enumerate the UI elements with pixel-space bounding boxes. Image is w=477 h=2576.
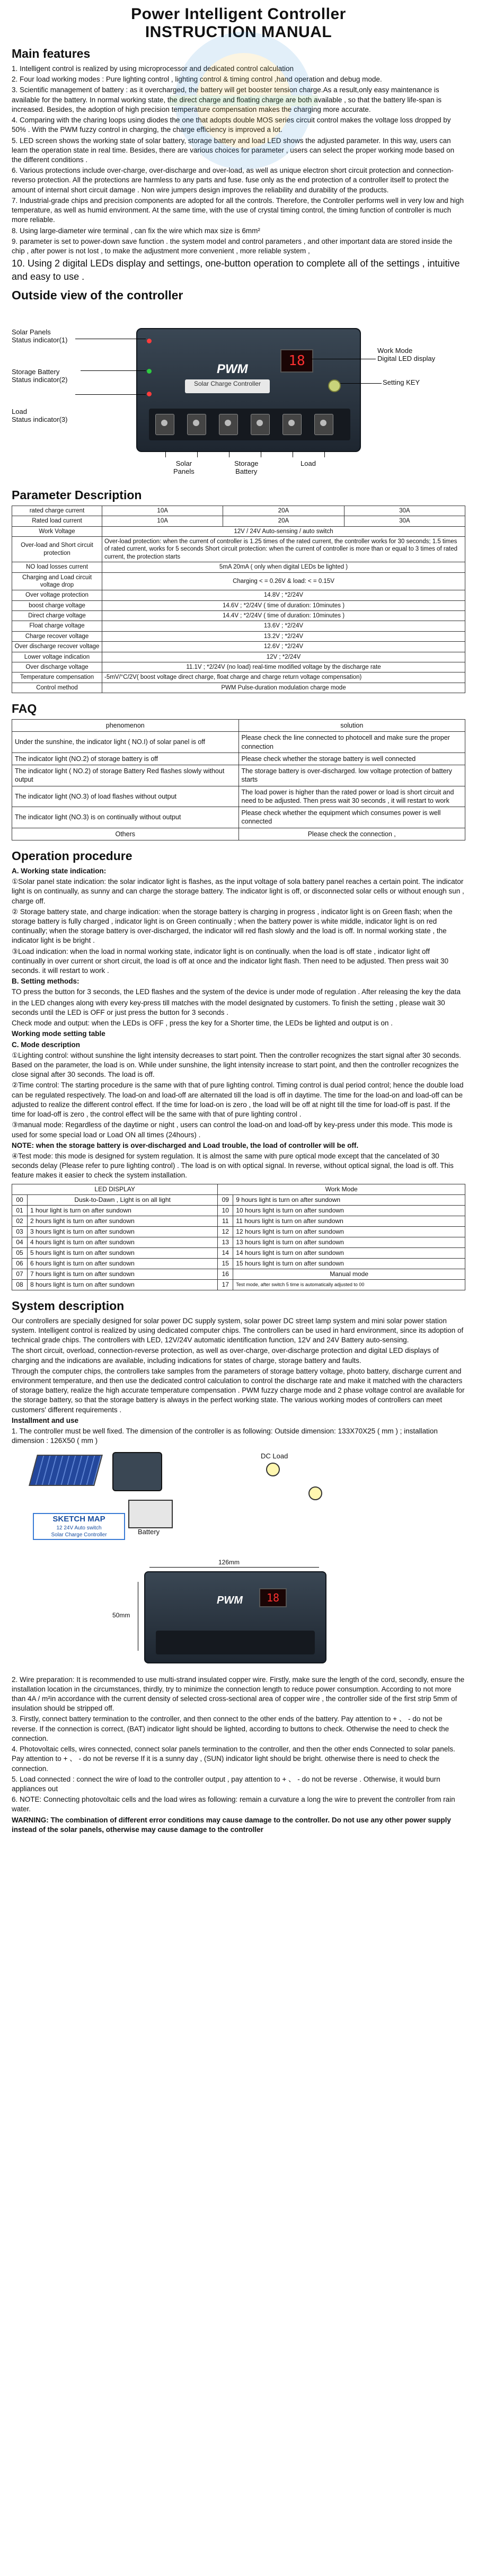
system-section xyxy=(12,1316,465,1446)
led-code: 09 xyxy=(218,1194,233,1205)
system-heading: System description xyxy=(12,1298,125,1313)
parameter-row xyxy=(12,631,465,641)
parameter-value: 30A xyxy=(344,516,465,526)
terminal-load-negative xyxy=(314,414,333,435)
bulb-icon xyxy=(308,1486,322,1500)
device-brand: PWM xyxy=(217,1594,243,1606)
paragraph: TO press the button for 3 seconds, the LED flashes and the system of the device is under mode of regulation . After releasing the key the data xyxy=(12,988,461,996)
parameter-name: Lower voltage indication xyxy=(12,652,102,662)
led-mode-text: 3 hours light is turn on after sundown xyxy=(28,1226,218,1237)
subheading: Working mode setting table xyxy=(12,1030,105,1038)
title-line-2: INSTRUCTION MANUAL xyxy=(145,23,332,41)
led-code: 00 xyxy=(12,1194,28,1205)
paragraph: 1. The controller must be well fixed. The dimension of the controller is as following: Outside dimension: 133X70X25 ( mm ) ; installation dimension : 126X50 ( mm ) xyxy=(12,1427,438,1445)
led-code: 02 xyxy=(12,1216,28,1226)
paragraph: in the LED changes along with every key-press till matches with the model designated by customers. To finish the setting , please wait 30 seconds until the LED is OFF or just press the button for 3 seconds . xyxy=(12,998,445,1016)
led-col-display: LED DISPLAY xyxy=(12,1184,218,1194)
battery-image xyxy=(128,1500,173,1528)
controller-figure xyxy=(12,307,465,482)
led-row xyxy=(12,1194,465,1205)
dimension-height-label: 50mm xyxy=(112,1611,130,1619)
operation-section xyxy=(12,866,465,1181)
faq-solution: Please check whether the storage battery is well connected xyxy=(238,753,465,765)
parameter-value: 12.6V ; *2/24V xyxy=(102,642,465,652)
led-code: 14 xyxy=(218,1247,233,1258)
paragraph: 3. Firstly, connect battery termination to the controller, and then connect to the other ends of the battery. Pay attention to + 、 - do not be reverse. If the connection is correct, (BAT) indicator light should be lighted, according to buttons to check. Otherwise the need to check the connection. xyxy=(12,1715,449,1742)
parameter-name: rated charge current xyxy=(12,506,102,516)
parameter-value: 12V ; *2/24V xyxy=(102,652,465,662)
parameter-row xyxy=(12,537,465,562)
paragraph: Check mode and output: when the LEDs is OFF , press the key for a Shorter time, the LEDs be lighted and output is on . xyxy=(12,1019,393,1028)
paragraph: ② Storage battery state, and charge indication: when the storage battery is charging in progress , indicator light is on Green flash; when the storage battery is fully charged , indicator light is on Green continually ; when the battery power is white middle, indicator light is on red continually; when the storage battery is over-discharged, the indicator will red flash slowly and the load is off. In normal working state , the indicator light is be bright . xyxy=(12,907,453,945)
led-row xyxy=(12,1216,465,1226)
led-mode-text: 13 hours light is turn on after sundown xyxy=(233,1237,465,1247)
parameter-value: 14.6V ; *2/24V ( time of duration: 10minutes ) xyxy=(102,600,465,610)
battery-status-led xyxy=(147,369,152,374)
led-row xyxy=(12,1247,465,1258)
setting-key-annotation: Setting KEY xyxy=(383,378,420,386)
parameter-value: 12V / 24V Auto-sensing / auto switch xyxy=(102,526,465,536)
led-code: 05 xyxy=(12,1247,28,1258)
led-mode-text: 10 hours light is turn on after sundown xyxy=(233,1205,465,1216)
leader-line xyxy=(75,394,146,395)
led-mode-text: 7 hours light is turn on after sundown xyxy=(28,1269,218,1279)
solar-panel-image xyxy=(29,1455,103,1486)
faq-phenomenon: The indicator light (NO.2) of storage battery is off xyxy=(12,753,239,765)
feature-item: 6. Various protections include over-charge, over-discharge and over-load, as well as unique electron short circuit protection and connection-reverso protection. All the protections are harmless to any parts and fuse. fuse only as the end protection of a controller itself to protect the amount of internal short circuit damage . Non wire jumpers design improves the reliability and durability of the products. xyxy=(12,166,454,194)
faq-row xyxy=(12,786,465,807)
parameter-name: Temperature compensation xyxy=(12,672,102,683)
solar-status-led xyxy=(147,339,152,343)
terminal-battery-positive xyxy=(219,414,238,435)
led-mode-text: 15 hours light is turn on after sundown xyxy=(233,1258,465,1269)
led-code: 15 xyxy=(218,1258,233,1269)
sketch-map-figure xyxy=(12,1449,465,1672)
parameter-row xyxy=(12,526,465,536)
faq-phenomenon: Others xyxy=(12,828,239,840)
device-subtitle: Solar Charge Controller xyxy=(185,379,270,393)
parameter-name: Rated load current xyxy=(12,516,102,526)
parameter-name: Charge recover voltage xyxy=(12,631,102,641)
paragraph: ③manual mode: Regardless of the daytime or night , users can control the load-on and load-off by key-press under this mode. This mode is used for some special load or Load ON all times (24hours) . xyxy=(12,1121,453,1139)
controller-dimension-image xyxy=(144,1571,326,1663)
led-mode-text: Dusk-to-Dawn , Light is on all light xyxy=(28,1194,218,1205)
faq-solution: Please check whether the equipment which consumes power is well connected xyxy=(238,807,465,828)
leader-line xyxy=(340,383,382,384)
paragraph: ①Lighting control: without sunshine the light intensity decreases to start point. Then the controller recognizes the start signal after 30 seconds. Based on the parameter, the load is on. While under sunshine, the light intensity increase to start point, and then the controller recognizes the close signal after 30 seconds. The load is off. xyxy=(12,1051,461,1079)
parameter-name: Work Voltage xyxy=(12,526,102,536)
installation-steps xyxy=(12,1675,465,1835)
load-status-led xyxy=(147,392,152,396)
parameter-value: Over-load protection: when the current of controller is 1.25 times of the rated current, the controller works for 30 seconds; 1.5 times of rated current, works for 5 seconds Short circuit protection: when the current of controller is more than or equal to 3 times of rated current, the protection starts xyxy=(102,537,465,562)
faq-row xyxy=(12,765,465,786)
digital-led-display: 18 xyxy=(259,1588,287,1607)
led-code: 07 xyxy=(12,1269,28,1279)
led-row xyxy=(12,1269,465,1279)
leader-line xyxy=(165,451,166,457)
parameter-row xyxy=(12,621,465,631)
dimension-line xyxy=(149,1567,319,1568)
led-row xyxy=(12,1237,465,1247)
led-col-work-mode: Work Mode xyxy=(218,1184,465,1194)
paragraph: Through the computer chips, the controllers take samples from the parameters of storage battery voltage, photo battery, discharge current and environment temperature, and then use the dedicated control calculation to control the discharge rate and make it matched with the characters of storage battery, realize the high accurate temperature compensation . PWM fuzzy charge mode and 2 phase voltage control are available for the storage battery, so that the storage battery is always in the perfect working state. The various working modes of controllers can meet customers' different requirements . xyxy=(12,1367,465,1414)
paragraph: 5. Load connected : connect the wire of load to the controller output , pay attention to + 、 - do not be reverse . Otherwise, it would burn appliances out xyxy=(12,1775,440,1793)
parameter-row xyxy=(12,662,465,672)
parameter-row xyxy=(12,672,465,683)
parameter-name: NO load losses current xyxy=(12,562,102,572)
controller-thumbnail xyxy=(112,1452,162,1491)
parameter-row xyxy=(12,642,465,652)
feature-item: 10. Using 2 digital LEDs display and settings, one-button operation to complete all of the settings , intuitive and easy to use . xyxy=(12,258,460,282)
operation-heading: Operation procedure xyxy=(12,848,132,863)
feature-item: 7. Industrial-grade chips and precision components are adopted for all the controls. Therefore, the Controller performs well in very low and high temperature, as well as humid environment. At the same time, with the use of crystal timing control, the timing function of controller is much more reliable. xyxy=(12,196,464,224)
led-code: 06 xyxy=(12,1258,28,1269)
led-mode-text: 4 hours light is turn on after sundown xyxy=(28,1237,218,1247)
faq-solution: The storage battery is over-discharged. low voltage protection of battery starts xyxy=(238,765,465,786)
warning-text: WARNING: The combination of different error conditions may cause damage to the controller. Do not use any other power supply instead of the solar panels, otherwise may cause damage to the controller xyxy=(12,1816,451,1834)
parameter-value: 10A xyxy=(102,516,223,526)
parameter-name: Control method xyxy=(12,683,102,693)
faq-heading: FAQ xyxy=(12,702,37,716)
led-mode-text: 9 hours light is turn on after sundown xyxy=(233,1194,465,1205)
parameter-name: Over discharge recover voltage xyxy=(12,642,102,652)
feature-item: 3. Scientific management of battery : as it overcharged, the battery will get booster tension charge.As a result,only easy maintenance is available for the battery. In normal working state, the direct charge and floating charge are both available , so that the battery life-span is increased. Besides, the adoption of high precision temperature compensation makes the charging more accurate. xyxy=(12,86,441,113)
parameter-name: Over voltage protection xyxy=(12,590,102,600)
parameter-value: Charging < = 0.26V & load: < = 0.15V xyxy=(102,572,465,590)
parameter-name: Over-load and Short circuit protection xyxy=(12,537,102,562)
load-annotation: Load Status indicator(3) xyxy=(12,407,68,423)
parameter-name: Float charge voltage xyxy=(12,621,102,631)
subheading: A. Working state indication: xyxy=(12,866,107,875)
outside-view-heading: Outside view of the controller xyxy=(12,288,183,302)
led-row xyxy=(12,1205,465,1216)
paragraph: 4. Photovoltaic cells, wires connected, connect solar panels termination to the controller, and then the other ends Connected to solar panels. Pay attention to + 、 - do not be reverse If it is a sunny day , (SUN) indicator light should be bright. otherwise there is need to check the connection. xyxy=(12,1745,455,1773)
faq-phenomenon: Under the sunshine, the indicator light ( NO.I) of solar panel is off xyxy=(12,732,239,753)
device-brand: PWM xyxy=(217,361,248,376)
feature-item: 5. LED screen shows the working state of solar battery, storage battery and load LED shows the adjusted parameter. In this way, users can learn the operation state in real time. Besides, there are various choices for parameter , users can select the proper working mode based on the different conditions . xyxy=(12,136,455,164)
parameter-value: 14.8V ; *2/24V xyxy=(102,590,465,600)
work-mode-annotation: Work Mode Digital LED display xyxy=(377,346,436,362)
sketch-map-label: SKETCH MAP 12 24V Auto switch Solar Charge Controller xyxy=(33,1513,125,1540)
parameter-value: 13.6V ; *2/24V xyxy=(102,621,465,631)
terminal-block xyxy=(149,409,350,440)
led-row xyxy=(12,1279,465,1290)
parameter-name: Direct charge voltage xyxy=(12,611,102,621)
paragraph: 6. NOTE: Connecting photovoltaic cells and the load wires as following: remain a curvature a long the wire to prevent the controller from rain water. xyxy=(12,1795,455,1813)
feature-item: 4. Comparing with the charing loops using diodes the one that adopts double MOS series circuit control makes the voltage loss dropped by 50% . With the PWM fuzzy control in charging, the charge efficiency is improved a lot. xyxy=(12,116,451,134)
title-line-1: Power Intelligent Controller xyxy=(131,5,346,23)
parameter-table xyxy=(12,506,465,693)
parameter-row xyxy=(12,506,465,516)
feature-item: 8. Using large-diameter wire terminal , can fix the wire which max size is 6mm² xyxy=(12,226,260,235)
faq-row xyxy=(12,732,465,753)
paragraph: ②Time control: The starting procedure is the same with that of pure lighting control. Timing control is dual period control; hence the double load can be regulated respectively. The load-on and load-off are alternated till the load is off in daytime. The time for the load-on and load-off can be adjusted to realize the different control effect. If the time for load-on is zero , the load will be off at night till the time for load-off is past. If the time for load-off is zero , the control effect will be the same with that of pure lighting control . xyxy=(12,1081,464,1119)
parameter-name: Over discharge voltage xyxy=(12,662,102,672)
led-mode-text: 2 hours light is turn on after sundown xyxy=(28,1216,218,1226)
paragraph: The short circuit, overload, connection-reverse protection, as well as over-charge, over-discharge protection and digital LED displays of charging and the indications are available, including indications for states of charge, storage battery and faults. xyxy=(12,1347,439,1365)
parameter-value: PWM Pulse-duration modulation charge mode xyxy=(102,683,465,693)
terminal-load-positive xyxy=(282,414,302,435)
faq-table xyxy=(12,719,465,840)
parameter-value: 20A xyxy=(223,516,344,526)
bulb-icon xyxy=(266,1463,280,1476)
faq-row xyxy=(12,807,465,828)
battery-label: Battery xyxy=(138,1527,160,1536)
parameter-row xyxy=(12,572,465,590)
led-row xyxy=(12,1258,465,1269)
parameter-name: boost charge voltage xyxy=(12,600,102,610)
led-code: 13 xyxy=(218,1237,233,1247)
parameter-row xyxy=(12,611,465,621)
led-mode-text: Test mode, after switch 5 time is automatically adjusted to 00 xyxy=(233,1279,465,1290)
controller-device-image xyxy=(136,328,361,452)
parameter-name: Charging and Load circuit voltage drop xyxy=(12,572,102,590)
faq-col-solution: solution xyxy=(238,720,465,732)
led-mode-text: 11 hours light is turn on after sundown xyxy=(233,1216,465,1226)
dc-load-label: DC Load xyxy=(261,1451,288,1460)
faq-col-phenomenon: phenomenon xyxy=(12,720,239,732)
subheading: C. Mode description xyxy=(12,1040,81,1049)
dimension-width-label: 126mm xyxy=(218,1558,240,1566)
storage-battery-annotation: Storage Battery Status indicator(2) xyxy=(12,367,68,384)
parameter-row xyxy=(12,683,465,693)
terminal-solar-label: Solar Panels xyxy=(173,459,195,475)
faq-solution: The load power is higher than the rated power or load is short circuit and need to be adjusted. Then press wait 30 seconds , it will restart to work xyxy=(238,786,465,807)
parameter-row xyxy=(12,590,465,600)
parameter-heading: Parameter Description xyxy=(12,488,142,502)
feature-item: 9. parameter is set to power-down save function . the system model and control parameters , and other important data are stored inside the chip , after power is not lost , to make the adjustment more convenient , more reliable system , xyxy=(12,237,453,255)
leader-line xyxy=(81,370,146,371)
paragraph: 2. Wire preparation: It is recommended to use multi-strand insulated copper wire. Firstly, make sure the length of the cord, secondly, ensure the installation location in the circumstances, thirdly, try to minimize the connection length to reduce power consumption. According to not more than 4A / m²in accordance with the current density of selected cross-sectional area of copper wire , the controller side of the first strip 5mm of insulation should be stripped off. xyxy=(12,1675,465,1713)
led-code: 01 xyxy=(12,1205,28,1216)
faq-row xyxy=(12,753,465,765)
parameter-value: 20A xyxy=(223,506,344,516)
paragraph: ④Test mode: this mode is designed for system regulation. It is almost the same with pure optical mode except that the cancelated of 30 seconds delay (Please refer to pure lighting control) . The load is on with optical signal. In reverse, without optical signal, the load is off. This feature makes it easier to check the system installation. xyxy=(12,1152,454,1180)
led-code: 10 xyxy=(218,1205,233,1216)
parameter-value: 11.1V ; *2/24V (no load) real-time modified voltage by the discharge rate xyxy=(102,662,465,672)
parameter-row xyxy=(12,562,465,572)
led-mode-text: Manual mode xyxy=(233,1269,465,1279)
paragraph: ③Load indication: when the load in normal working state, indicator light is on continually. when the load is off state , indicator light off continually in over current or short circuit, the load is off at once and the indicator light flash. Then need to be adjusted. Then press wait 30 seconds. it will restart to work . xyxy=(12,947,448,975)
led-code: 17 xyxy=(218,1279,233,1290)
led-mode-table xyxy=(12,1184,465,1290)
terminal-load-label: Load xyxy=(301,459,316,467)
faq-phenomenon: The indicator light ( NO.2) of storage Battery Red flashes slowly without output xyxy=(12,765,239,786)
faq-solution: Please check the connection , xyxy=(238,828,465,840)
feature-item: 1. Intelligent control is realized by using microprocessor and dedicated control calculation xyxy=(12,65,294,73)
led-mode-text: 1 hour light is turn on after sundown xyxy=(28,1205,218,1216)
led-mode-text: 12 hours light is turn on after sundown xyxy=(233,1226,465,1237)
led-code: 12 xyxy=(218,1226,233,1237)
parameter-value: 13.2V ; *2/24V xyxy=(102,631,465,641)
paragraph: Our controllers are specially designed for solar power DC supply system, solar power DC street lamp system and mini solar power station system. Intelligent control is realized by using dedicated computer chips. The controllers can be used in hard environment, since its adoption of technical grade chips. The controllers with LED, 12V/24V automatic identification function, 12V and 24V Battery auto-sensing. xyxy=(12,1316,464,1344)
parameter-value: -5mV/°C/2V( boost voltage direct charge, float charge and charge return voltage compensation) xyxy=(102,672,465,683)
paragraph: ①Solar panel state indication: the solar indicator light is flashes, as the input voltage of sola battery panel reaches a certain point. The indicator light is on continually, as sunny and can charge the storage battery. The indicator light is off, or disconnected solar cells or without enough sun , charge off. xyxy=(12,878,464,905)
digital-led-display: 18 xyxy=(280,349,313,373)
faq-row xyxy=(12,828,465,840)
led-code: 16 xyxy=(218,1269,233,1279)
parameter-value: 14.4V ; *2/24V ( time of duration: 10minutes ) xyxy=(102,611,465,621)
main-features-heading: Main features xyxy=(12,47,91,60)
terminal-solar-positive xyxy=(155,414,174,435)
subheading: B. Setting methods: xyxy=(12,977,80,986)
terminal-battery-negative xyxy=(251,414,270,435)
led-mode-text: 6 hours light is turn on after sundown xyxy=(28,1258,218,1269)
feature-item: 2. Four load working modes : Pure lighting control , lighting control & timing control ,hand operation and debug mode. xyxy=(12,75,382,84)
paragraph: NOTE: when the storage battery is over-discharged and Load trouble, the load of controller will be off. xyxy=(12,1141,359,1149)
led-code: 08 xyxy=(12,1279,28,1290)
faq-phenomenon: The indicator light (NO.3) of load flashes without output xyxy=(12,786,239,807)
solar-panels-annotation: Solar Panels Status indicator(1) xyxy=(12,327,68,344)
led-code: 04 xyxy=(12,1237,28,1247)
led-code: 11 xyxy=(218,1216,233,1226)
subheading: Installment and use xyxy=(12,1416,79,1424)
terminal-battery-label: Storage Battery xyxy=(234,459,259,475)
led-mode-text: 8 hours light is turn on after sundown xyxy=(28,1279,218,1290)
led-mode-text: 14 hours light is turn on after sundown xyxy=(233,1247,465,1258)
parameter-row xyxy=(12,600,465,610)
parameter-value: 30A xyxy=(344,506,465,516)
main-features-list xyxy=(12,64,465,283)
led-code: 03 xyxy=(12,1226,28,1237)
leader-line xyxy=(197,451,198,457)
parameter-value: 10A xyxy=(102,506,223,516)
led-row xyxy=(12,1226,465,1237)
faq-phenomenon: The indicator light (NO.3) is on continually without output xyxy=(12,807,239,828)
setting-key-button[interactable] xyxy=(328,379,341,392)
parameter-row xyxy=(12,516,465,526)
leader-line xyxy=(324,451,325,457)
parameter-row xyxy=(12,652,465,662)
led-mode-text: 5 hours light is turn on after sundown xyxy=(28,1247,218,1258)
terminal-block xyxy=(156,1631,315,1654)
faq-solution: Please check the line connected to photocell and make sure the proper connection xyxy=(238,732,465,753)
terminal-solar-negative xyxy=(187,414,206,435)
parameter-value: 5mA 20mA ( only when digital LEDs be lighted ) xyxy=(102,562,465,572)
